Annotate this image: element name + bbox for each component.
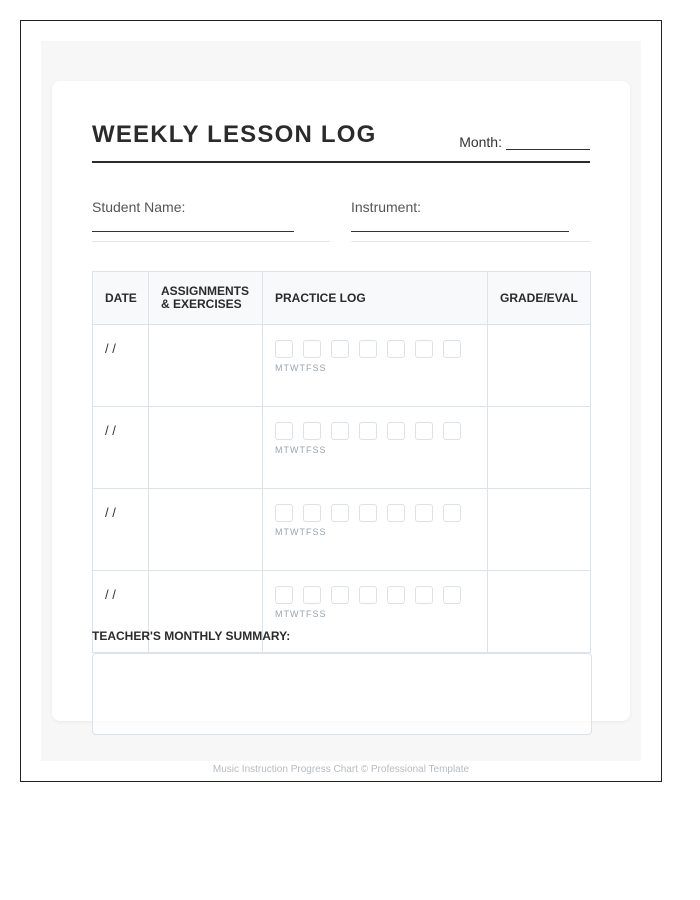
practice-checkbox[interactable] — [415, 586, 433, 604]
lesson-table — [92, 271, 591, 653]
grade-cell[interactable] — [488, 325, 591, 407]
instrument-label: Instrument: — [351, 199, 422, 215]
practice-checkboxes — [275, 422, 487, 440]
practice-checkbox[interactable] — [359, 504, 377, 522]
student-name-line[interactable] — [92, 231, 294, 232]
practice-checkbox[interactable] — [359, 586, 377, 604]
lesson-log-card — [52, 81, 630, 721]
table-row — [93, 407, 591, 489]
practice-log-cell — [263, 325, 488, 407]
date-cell[interactable]: / / — [93, 325, 149, 407]
practice-checkbox[interactable] — [303, 586, 321, 604]
practice-checkbox[interactable] — [387, 340, 405, 358]
column-header-date: DATE — [93, 272, 149, 325]
practice-checkbox[interactable] — [303, 504, 321, 522]
practice-checkbox[interactable] — [387, 422, 405, 440]
column-header-practice-log: PRACTICE LOG — [263, 272, 488, 325]
assignments-cell[interactable] — [149, 407, 263, 489]
practice-checkbox[interactable] — [275, 422, 293, 440]
date-cell[interactable]: / / — [93, 407, 149, 489]
practice-checkboxes — [275, 340, 487, 358]
assignments-cell[interactable] — [149, 325, 263, 407]
summary-title: TEACHER'S MONTHLY SUMMARY: — [92, 629, 291, 643]
practice-checkboxes — [275, 586, 487, 604]
grade-cell[interactable] — [488, 571, 591, 653]
practice-checkbox[interactable] — [303, 422, 321, 440]
practice-checkbox[interactable] — [415, 340, 433, 358]
instrument-line[interactable] — [351, 231, 569, 232]
practice-checkbox[interactable] — [387, 586, 405, 604]
weekday-letters: MTWTFSS — [275, 527, 327, 537]
student-name-field[interactable] — [92, 199, 330, 242]
column-header-grade: GRADE/EVAL — [488, 272, 591, 325]
table-header-row — [93, 272, 591, 325]
practice-checkbox[interactable] — [275, 586, 293, 604]
column-header-assignments: ASSIGNMENTS & EXERCISES — [149, 272, 263, 325]
practice-checkbox[interactable] — [443, 586, 461, 604]
table-row — [93, 489, 591, 571]
grade-cell[interactable] — [488, 407, 591, 489]
practice-checkbox[interactable] — [331, 340, 349, 358]
assignments-cell[interactable] — [149, 489, 263, 571]
practice-checkbox[interactable] — [303, 340, 321, 358]
date-cell[interactable]: / / — [93, 571, 149, 653]
practice-checkbox[interactable] — [443, 422, 461, 440]
summary-textarea[interactable] — [92, 653, 592, 735]
practice-checkbox[interactable] — [275, 340, 293, 358]
page-title: WEEKLY LESSON LOG — [92, 121, 377, 148]
month-line[interactable] — [506, 135, 590, 150]
practice-log-cell — [263, 571, 488, 653]
practice-log-cell — [263, 489, 488, 571]
practice-log-cell — [263, 407, 488, 489]
instrument-field[interactable] — [351, 199, 590, 242]
grade-cell[interactable] — [488, 489, 591, 571]
footer-text: Music Instruction Progress Chart © Professional Template — [212, 764, 470, 775]
practice-checkbox[interactable] — [359, 340, 377, 358]
log-header — [92, 121, 590, 163]
practice-checkbox[interactable] — [415, 422, 433, 440]
practice-checkbox[interactable] — [331, 422, 349, 440]
practice-checkbox[interactable] — [443, 504, 461, 522]
practice-checkbox[interactable] — [331, 586, 349, 604]
practice-checkbox[interactable] — [387, 504, 405, 522]
weekday-letters: MTWTFSS — [275, 363, 327, 373]
weekday-letters: MTWTFSS — [275, 445, 327, 455]
month-label: Month: — [459, 134, 502, 150]
table-row — [93, 325, 591, 407]
practice-checkbox[interactable] — [443, 340, 461, 358]
weekday-letters: MTWTFSS — [275, 609, 327, 619]
date-cell[interactable]: / / — [93, 489, 149, 571]
practice-checkbox[interactable] — [331, 504, 349, 522]
practice-checkbox[interactable] — [275, 504, 293, 522]
month-field[interactable] — [459, 134, 590, 150]
practice-checkboxes — [275, 504, 487, 522]
practice-checkbox[interactable] — [359, 422, 377, 440]
practice-checkbox[interactable] — [415, 504, 433, 522]
page-frame — [20, 20, 662, 782]
student-name-label: Student Name: — [92, 199, 186, 215]
